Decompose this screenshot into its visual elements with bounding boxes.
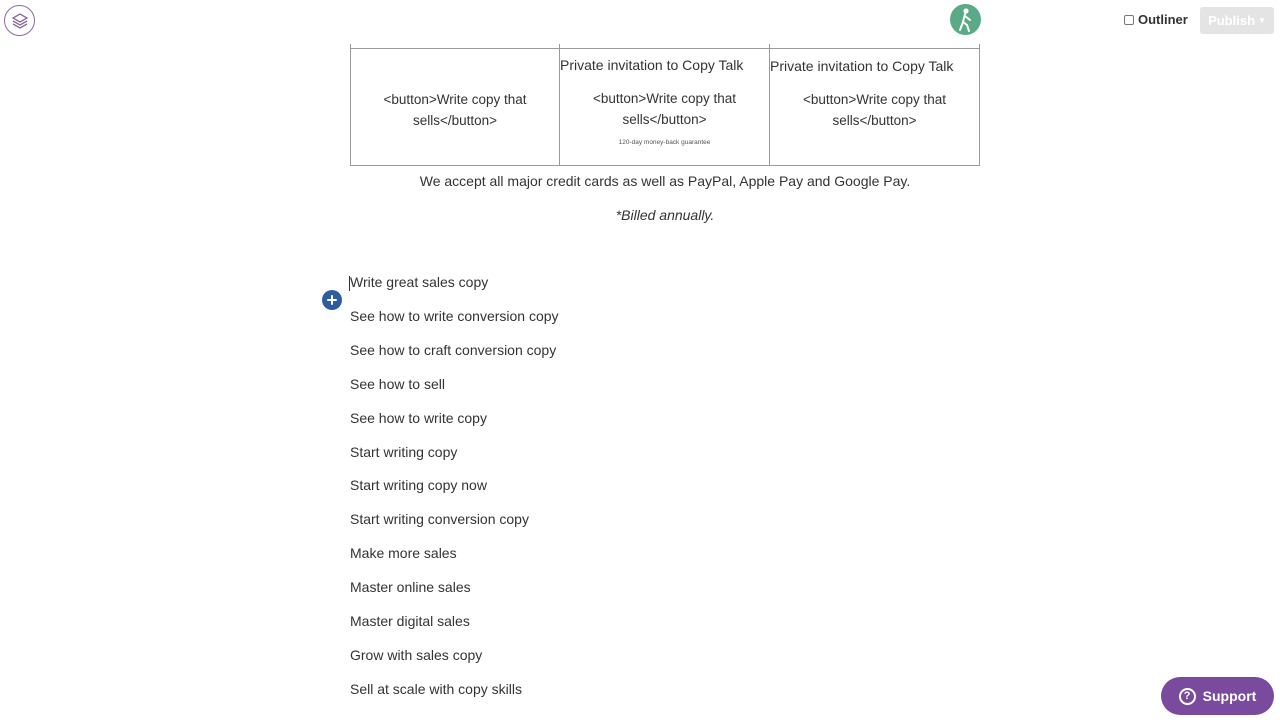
publish-button[interactable] bbox=[1200, 7, 1274, 34]
cta-button-text[interactable]: <button>Write copy that sells</button> bbox=[802, 92, 947, 128]
list-item[interactable]: Start writing conversion copy bbox=[350, 511, 529, 528]
outliner-label: Outliner bbox=[1138, 12, 1188, 27]
list-item[interactable]: See how to sell bbox=[350, 375, 445, 392]
invitation-text: Private invitation to Copy Talk bbox=[560, 57, 744, 73]
pricing-table bbox=[350, 48, 980, 166]
invitation-text: Private invitation to Copy Talk bbox=[770, 58, 954, 74]
chevron-down-icon: ▼ bbox=[1258, 16, 1266, 25]
guarantee-text: 120-day money-back guarantee bbox=[618, 139, 711, 146]
list-item[interactable]: Start writing copy bbox=[350, 443, 458, 460]
cta-button-text[interactable]: <button>Write copy that sells</button> bbox=[383, 92, 527, 128]
list-item[interactable]: Master online sales bbox=[350, 579, 471, 596]
pricing-cell bbox=[351, 49, 560, 165]
outliner-toggle[interactable] bbox=[1124, 12, 1188, 27]
add-block-button[interactable] bbox=[322, 290, 342, 310]
billing-note: *Billed annually. bbox=[615, 207, 715, 223]
list-item[interactable]: Sell at scale with copy skills bbox=[350, 680, 522, 697]
list-item[interactable]: Start writing copy now bbox=[350, 477, 487, 494]
list-item[interactable]: Make more sales bbox=[350, 545, 457, 562]
list-item[interactable]: See how to write conversion copy bbox=[350, 307, 559, 324]
publish-label: Publish bbox=[1208, 13, 1256, 28]
plus-icon bbox=[327, 295, 337, 305]
app-logo-icon[interactable] bbox=[4, 5, 35, 36]
pricing-cell bbox=[560, 49, 770, 165]
user-avatar[interactable] bbox=[950, 4, 981, 35]
list-item[interactable]: See how to craft conversion copy bbox=[350, 341, 557, 358]
cta-button-text[interactable]: <button>Write copy that sells</button> bbox=[592, 91, 737, 127]
help-icon: ? bbox=[1179, 688, 1196, 705]
top-bar bbox=[0, 0, 1280, 44]
payment-methods-text: We accept all major credit cards as well as PayPal, Apple Pay and Google Pay. bbox=[419, 173, 911, 189]
list-item[interactable]: Grow with sales copy bbox=[350, 646, 483, 663]
list-item[interactable]: Master digital sales bbox=[350, 613, 470, 629]
support-button[interactable] bbox=[1161, 677, 1274, 715]
list-item[interactable]: See how to write copy bbox=[350, 409, 487, 426]
support-label: Support bbox=[1202, 688, 1257, 704]
pricing-cell bbox=[770, 49, 979, 165]
outliner-checkbox[interactable] bbox=[1124, 15, 1134, 25]
list-item[interactable]: Write great sales copy bbox=[350, 274, 489, 290]
